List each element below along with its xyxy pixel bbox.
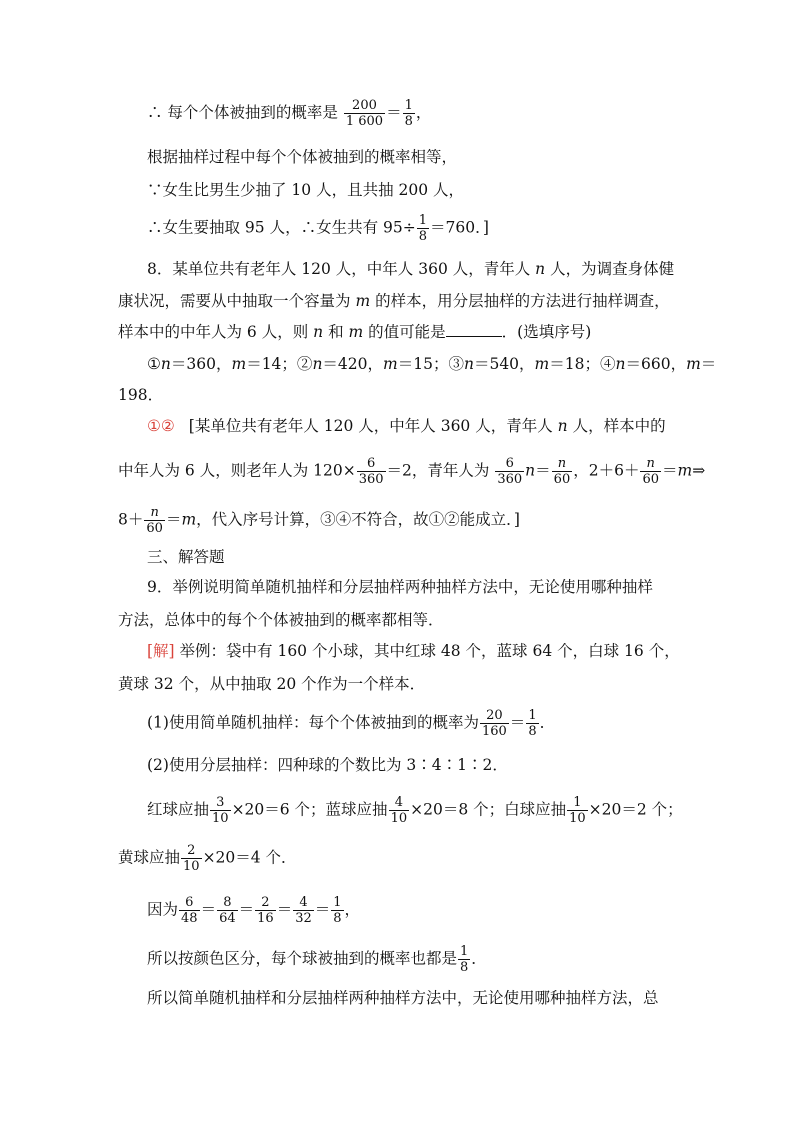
question-8-line-3 bbox=[118, 322, 591, 342]
numerator: 1 bbox=[460, 944, 469, 959]
numerator: n bbox=[557, 456, 567, 471]
numerator: 1 bbox=[528, 708, 537, 723]
probability-line bbox=[147, 98, 431, 129]
fraction bbox=[179, 895, 200, 926]
fraction bbox=[458, 944, 470, 975]
numerator: 2 bbox=[261, 895, 270, 910]
equals: ＝ bbox=[509, 713, 526, 732]
text: ． bbox=[539, 713, 556, 732]
text: ×20＝8 个；白球应抽 bbox=[410, 800, 567, 819]
denominator: 1 600 bbox=[345, 114, 384, 129]
question-9-line-2: 方法，总体中的每个个体被抽到的概率都相等． bbox=[118, 611, 444, 629]
text: 举例：袋中有 160 个小球，其中红球 48 个，蓝球 64 个，白球 16 个， bbox=[174, 642, 680, 660]
fraction bbox=[255, 895, 276, 926]
question-8-options bbox=[147, 354, 716, 374]
numerator: 6 bbox=[366, 456, 376, 471]
answer-8-line-1 bbox=[147, 416, 666, 436]
solution-part-1 bbox=[147, 708, 555, 739]
text: ，代入序号计算，③④不符合，故①②能成立．] bbox=[196, 510, 520, 529]
var-m: m bbox=[231, 355, 247, 373]
text: ， bbox=[415, 103, 432, 122]
fraction bbox=[495, 456, 524, 487]
denominator: 60 bbox=[642, 472, 659, 487]
fraction bbox=[640, 456, 661, 487]
var-n: n bbox=[463, 355, 474, 373]
text: 红球应抽 bbox=[147, 800, 210, 819]
var-m: m bbox=[181, 510, 197, 529]
equals: ＝ bbox=[314, 900, 331, 919]
numerator: 8 bbox=[223, 895, 232, 910]
denominator: 64 bbox=[219, 911, 236, 926]
var-m: m bbox=[348, 323, 364, 341]
numerator: 200 bbox=[352, 98, 377, 113]
text: 的样本，用分层抽样的方法进行抽样调查， bbox=[370, 292, 670, 310]
solution-ratio-line-2 bbox=[118, 843, 297, 874]
numerator: 1 bbox=[333, 895, 342, 910]
numerator: 4 bbox=[394, 795, 403, 810]
numerator: 1 bbox=[404, 98, 413, 113]
denominator: 10 bbox=[390, 811, 408, 826]
equals: ＝ bbox=[200, 900, 217, 919]
var-m: m bbox=[355, 292, 371, 310]
text: ×20＝4 个． bbox=[202, 848, 297, 867]
numerator: 1 bbox=[573, 795, 582, 810]
text: ．(选填序号) bbox=[501, 323, 592, 341]
numerator: n bbox=[150, 505, 159, 520]
numerator: 1 bbox=[418, 213, 427, 228]
fraction bbox=[357, 456, 386, 487]
answer-8-line-3 bbox=[118, 505, 520, 536]
denominator: 8 bbox=[418, 229, 427, 244]
text: 样本中的中年人为 6 人，则 bbox=[118, 323, 314, 341]
denominator: 48 bbox=[181, 911, 198, 926]
fraction bbox=[210, 795, 231, 826]
fraction bbox=[480, 708, 509, 739]
var-n: n bbox=[160, 355, 171, 373]
option-4: ④ bbox=[599, 355, 616, 373]
solution-conclusion-2 bbox=[147, 944, 487, 975]
text: ×20＝6 个；蓝球应抽 bbox=[231, 800, 388, 819]
denominator: 160 bbox=[481, 724, 507, 739]
section-heading: 三、解答题 bbox=[147, 548, 225, 566]
answer-key: ①② bbox=[147, 417, 175, 435]
text: ，2＋6＋ bbox=[573, 461, 640, 480]
text: ＝540， bbox=[473, 355, 535, 373]
text: ∴ 每个个体被抽到的概率是 bbox=[147, 103, 343, 122]
question-9-line-1: 9．举例说明简单随机抽样和分层抽样两种抽样方法中，无论使用哪种抽样 bbox=[147, 578, 653, 596]
text: 和 bbox=[323, 323, 349, 341]
option-1: ① bbox=[147, 355, 161, 373]
denominator: 16 bbox=[257, 911, 274, 926]
denominator: 60 bbox=[553, 472, 571, 487]
fraction bbox=[344, 98, 385, 129]
solution-part-2: (2)使用分层抽样：四种球的个数比为 3∶4∶1∶2． bbox=[147, 756, 508, 774]
text: [某单位共有老年人 120 人，中年人 360 人，青年人 bbox=[188, 417, 558, 435]
text: ×20＝2 个； bbox=[588, 800, 683, 819]
fraction bbox=[144, 505, 165, 536]
text: 8＋ bbox=[118, 510, 144, 529]
text: ＝ bbox=[700, 355, 717, 373]
fraction bbox=[403, 98, 415, 129]
denominator: 8 bbox=[528, 724, 537, 739]
answer-blank[interactable] bbox=[446, 322, 502, 337]
denominator: 60 bbox=[146, 521, 163, 536]
text: ∴女生要抽取 95 人，∴女生共有 95÷ bbox=[147, 218, 416, 237]
var-m: m bbox=[677, 461, 693, 480]
text: ． bbox=[471, 949, 487, 968]
text: ＝15； bbox=[397, 355, 449, 373]
question-8-line-2 bbox=[118, 291, 670, 311]
text: ＝ bbox=[535, 461, 551, 480]
denominator: 10 bbox=[569, 811, 586, 826]
numerator: 4 bbox=[299, 895, 308, 910]
equals: ＝ bbox=[238, 900, 255, 919]
solution-ratio-line-1 bbox=[147, 795, 683, 826]
var-m: m bbox=[686, 355, 701, 373]
solution-line-2: 黄球 32 个，从中抽取 20 个作为一个样本． bbox=[118, 675, 426, 693]
denominator: 8 bbox=[333, 911, 342, 926]
numerator: 3 bbox=[216, 795, 225, 810]
text: ＝ bbox=[165, 510, 182, 529]
fraction bbox=[331, 895, 343, 926]
text-line: ∵女生比男生少抽了 10 人，且共抽 200 人， bbox=[147, 181, 465, 199]
numerator: 6 bbox=[505, 456, 514, 471]
fraction bbox=[389, 795, 410, 826]
equals: ＝ bbox=[276, 900, 293, 919]
var-n: n bbox=[557, 417, 568, 435]
denominator: 8 bbox=[404, 114, 413, 129]
text: 黄球应抽 bbox=[118, 848, 181, 867]
option-3: ③ bbox=[448, 355, 464, 373]
text: ＝660， bbox=[625, 355, 687, 373]
denominator: 360 bbox=[358, 472, 384, 487]
denominator: 10 bbox=[183, 859, 200, 874]
solution-tag: [解] bbox=[147, 642, 175, 660]
var-n: n bbox=[525, 461, 536, 480]
text-line: 根据抽样过程中每个个体被抽到的概率相等， bbox=[147, 148, 458, 166]
text-line bbox=[147, 213, 489, 244]
text: ＝18； bbox=[549, 355, 600, 373]
text: 康状况，需要从中抽取一个容量为 bbox=[118, 292, 356, 310]
var-n: n bbox=[615, 355, 626, 373]
option-2: ② bbox=[296, 355, 313, 373]
numerator: 6 bbox=[185, 895, 194, 910]
numerator: 2 bbox=[187, 843, 196, 858]
denominator: 8 bbox=[460, 960, 469, 975]
solution-line-1 bbox=[147, 641, 680, 661]
text: ⇒ bbox=[692, 461, 706, 480]
var-m: m bbox=[534, 355, 550, 373]
text: ＝760．] bbox=[430, 218, 489, 237]
equals: ＝ bbox=[386, 103, 402, 122]
fraction bbox=[293, 895, 314, 926]
text: 人，为调查身体健 bbox=[545, 260, 675, 278]
numerator: 20 bbox=[486, 708, 503, 723]
fraction bbox=[181, 843, 202, 874]
var-n: n bbox=[535, 260, 546, 278]
text: 所以按颜色区分，每个球被抽到的概率也都是 bbox=[147, 949, 458, 968]
fraction bbox=[526, 708, 538, 739]
fraction bbox=[567, 795, 588, 826]
denominator: 10 bbox=[212, 811, 229, 826]
solution-conclusion-1 bbox=[147, 895, 360, 926]
fraction bbox=[217, 895, 238, 926]
text: ＝2，青年人为 bbox=[386, 461, 495, 480]
text: ＝ bbox=[662, 461, 678, 480]
answer-8-line-2 bbox=[118, 456, 705, 487]
var-n: n bbox=[313, 323, 324, 341]
text: ＝360， bbox=[170, 355, 232, 373]
text: 的值可能是 bbox=[363, 323, 446, 341]
fraction bbox=[417, 213, 429, 244]
text: 人，样本中的 bbox=[567, 417, 666, 435]
denominator: 32 bbox=[295, 911, 312, 926]
text: ＝14； bbox=[246, 355, 297, 373]
var-n: n bbox=[312, 355, 323, 373]
text: ， bbox=[344, 900, 361, 919]
text: ＝420， bbox=[322, 355, 384, 373]
text: 中年人为 6 人，则老年人为 120× bbox=[118, 461, 356, 480]
var-m: m bbox=[383, 355, 398, 373]
fraction bbox=[552, 456, 573, 487]
numerator: n bbox=[646, 456, 655, 471]
question-8-line-1 bbox=[147, 259, 674, 279]
text: 8．某单位共有老年人 120 人，中年人 360 人，青年人 bbox=[147, 260, 536, 278]
text: (1)使用简单随机抽样：每个个体被抽到的概率为 bbox=[147, 713, 479, 732]
denominator: 360 bbox=[497, 472, 523, 487]
text: 因为 bbox=[147, 900, 179, 919]
solution-conclusion-3: 所以简单随机抽样和分层抽样两种抽样方法中，无论使用哪种抽样方法，总 bbox=[147, 989, 659, 1007]
text-line: 198． bbox=[118, 386, 164, 404]
